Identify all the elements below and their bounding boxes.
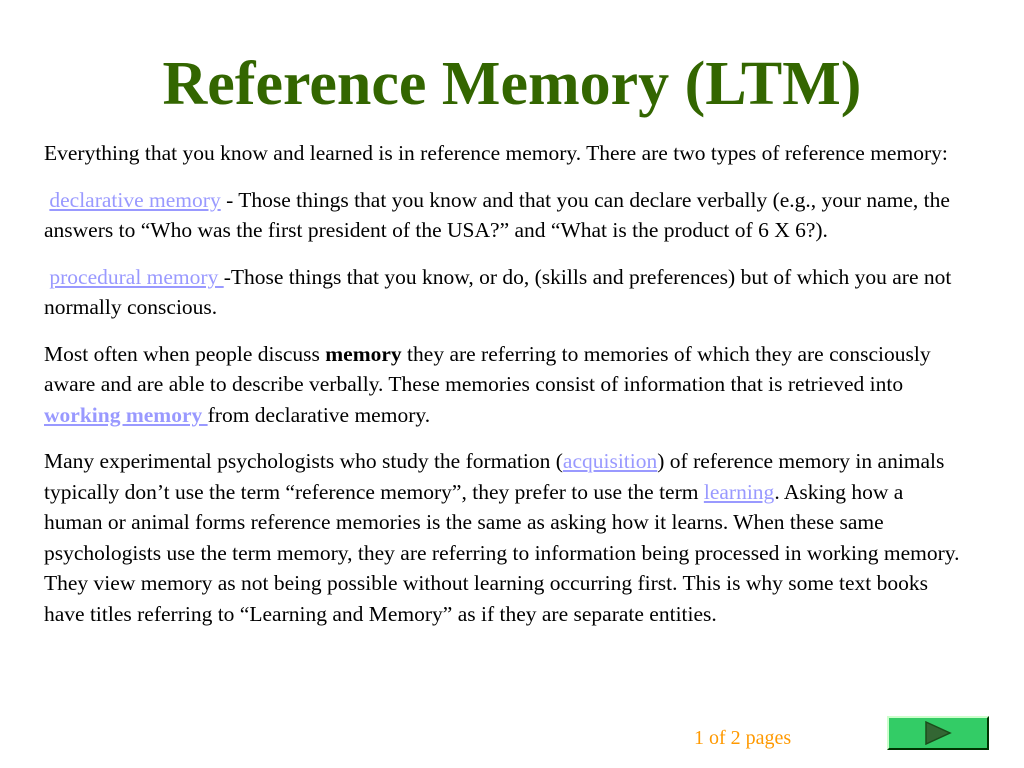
next-page-button[interactable] <box>887 716 989 750</box>
play-arrow-icon <box>923 721 953 745</box>
memory-discussion-paragraph <box>44 339 964 431</box>
content-body <box>44 138 964 645</box>
memory-text-post: from declarative memory. <box>207 402 431 427</box>
working-memory-link[interactable]: working memory <box>44 402 208 427</box>
page-indicator: 1 of 2 pages <box>694 727 792 749</box>
psych-text-post: . Asking how a human or animal forms reference memories is the same as asking how it learns. When these same psychologists use the term memory, they are referring to information being processed in working memory. They view memory as not being possible without learning occurring first. This is why some text books have titles referring to “Learning and Memory” as if they are separate entities. <box>44 479 960 626</box>
declarative-paragraph <box>44 185 964 246</box>
intro-paragraph <box>44 138 964 169</box>
memory-bold-term: memory <box>325 341 402 366</box>
procedural-memory-link[interactable]: procedural memory <box>49 264 224 289</box>
acquisition-link[interactable]: acquisition <box>562 449 658 473</box>
psych-text-mid: ) of reference memory in animals typically don’t use the term “reference memory”, they prefer to use the term <box>44 449 945 504</box>
declarative-memory-link[interactable]: declarative memory <box>49 187 221 212</box>
learning-link[interactable]: learning <box>703 479 775 504</box>
memory-text-mid: they are referring to memories of which they are consciously aware and are able to describe verbally. These memories consist of information that is retrieved into <box>44 341 931 396</box>
procedural-text: -Those things that you know, or do, (skills and preferences) but of which you are not normally conscious. <box>44 264 952 319</box>
procedural-paragraph <box>44 262 964 323</box>
page-title: Reference Memory (LTM) <box>162 50 862 118</box>
psychologists-paragraph <box>44 446 964 629</box>
memory-text-pre: Most often when people discuss <box>44 341 326 366</box>
declarative-text: - Those things that you know and that you can declare verbally (e.g., your name, the answers to “Who was the first president of the USA?” and “What is the product of 6 X 6?). <box>44 187 950 242</box>
intro-text: Everything that you know and learned is in reference memory. There are two types of reference memory: <box>44 141 948 165</box>
psych-text-pre: Many experimental psychologists who study the formation ( <box>44 449 563 473</box>
